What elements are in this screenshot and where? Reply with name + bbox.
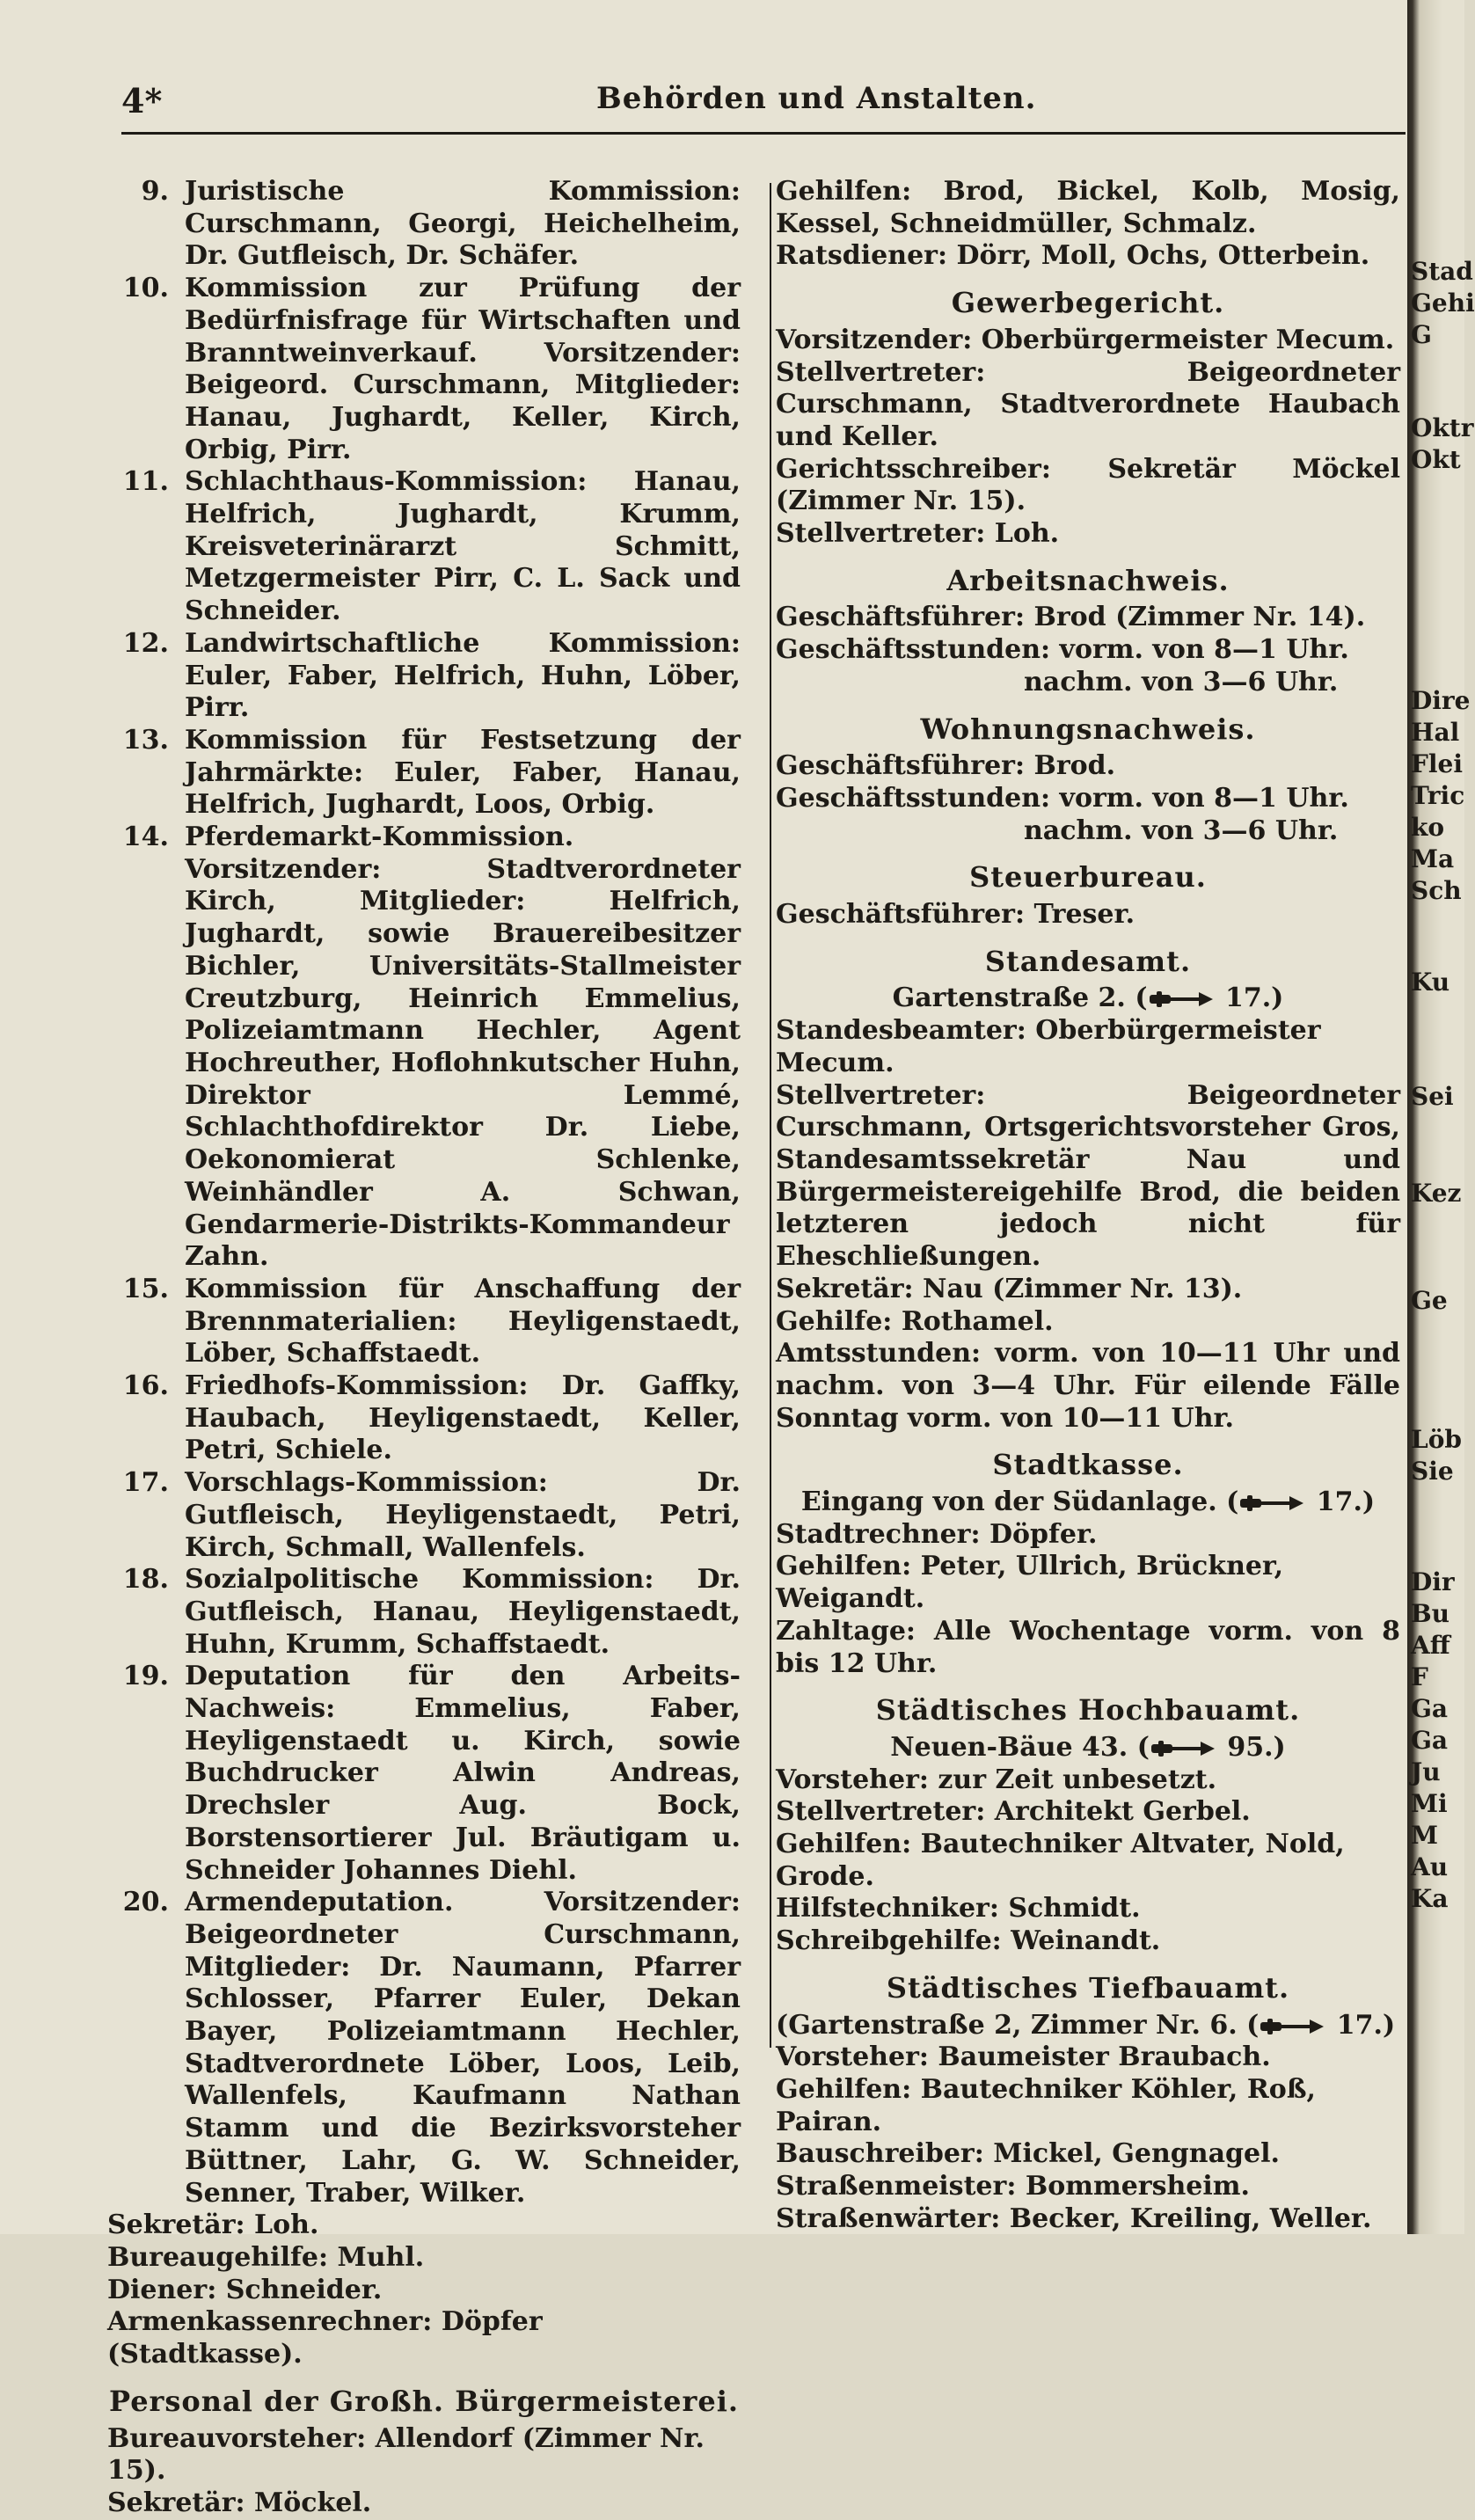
section-heading: Gewerbegericht.: [951, 286, 1225, 320]
staff-line: Diener: Schneider.: [107, 2274, 383, 2305]
telephone-icon: [1148, 988, 1216, 1011]
telephone-icon: [1150, 1737, 1218, 1760]
staff-line: Bureaugehilfe: Muhl.: [107, 2242, 425, 2273]
staff-line: Gehilfe: Rothamel.: [776, 1305, 1054, 1337]
staff-line: Armenkassenrechner: Döpfer (Stadtkasse).: [107, 2306, 543, 2370]
edge-fragment: Ka: [1411, 1884, 1449, 1913]
staff-line: Ratsdiener: Dörr, Moll, Ochs, Otterbein.: [776, 240, 1370, 272]
staff-line: Stellvertreter: Beigeordneter Curschmann, Stadtverordnete Haubach und Keller.: [776, 356, 1400, 452]
list-item: 14. Pferdemarkt-Kommission. Vorsitzender: Stadtverordneter Kirch, Mitglieder: Helfrich, Jughardt, sowie Brauereibesitzer Bichler, Universitäts-Stallmeister Creutzburg, Heinrich Emmelius, Polizeiamtmann Hechler, Agent Hochreuther, Hoflohnkutscher Huhn, Direktor Lemmé, Schlachthofdirektor Dr. Liebe, Oekonomierat Schlenke, Weinhändler A. Schwan, Gendarmerie-Distrikts-Kommandeur Zahn.: [122, 822, 741, 1273]
edge-fragment: Gehi: [1411, 289, 1475, 318]
edge-fragment: Hal: [1411, 718, 1460, 747]
edge-fragment: Ga: [1411, 1726, 1449, 1755]
hours-line: Geschäftsstunden: vorm. von 8—1 Uhr.: [776, 634, 1349, 666]
staff-line: Standesbeamter: Oberbürgermeister Mecum.: [776, 1015, 1321, 1078]
staff-line: Stellvertreter: Architekt Gerbel.: [776, 1796, 1251, 1828]
edge-fragment: Ge: [1411, 1286, 1448, 1315]
edge-fragment: Dire: [1411, 686, 1471, 715]
hours-line: nachm. von 3—6 Uhr.: [1024, 814, 1339, 846]
edge-fragment: Sei: [1411, 1082, 1454, 1111]
edge-fragment: Ga: [1411, 1694, 1449, 1723]
edge-fragment: ko: [1411, 813, 1445, 842]
edge-fragment: F: [1411, 1662, 1428, 1691]
edge-fragment: Sch: [1411, 876, 1462, 905]
staff-line: Schreibgehilfe: Weinandt.: [776, 1925, 1161, 1957]
staff-line: Amtsstunden: vorm. von 10—11 Uhr und nachm. von 3—4 Uhr. Für eilende Fälle Sonntag vorm. von 10—11 Uhr.: [776, 1338, 1400, 1434]
telephone-icon: [1238, 1492, 1307, 1515]
list-item: 9. Juristische Kommission: Curschmann, Georgi, Heichelheim, Dr. Gutfleisch, Dr. Schäfer.: [141, 176, 741, 272]
list-item: 12. Landwirtschaftliche Kommission: Euler, Faber, Helfrich, Huhn, Löber, Pirr.: [122, 627, 741, 724]
staff-line: Straßenmeister: Bommersheim.: [776, 2171, 1250, 2202]
staff-line: Sekretär: Nau (Zimmer Nr. 13).: [776, 1273, 1243, 1304]
edge-fragment: Au: [1411, 1852, 1449, 1881]
staff-line: Gehilfen: Brod, Bickel, Kolb, Mosig, Kessel, Schneidmüller, Schmalz.: [776, 176, 1400, 239]
staff-line: Bureauvorsteher: Allendorf (Zimmer Nr. 15).: [107, 2422, 705, 2487]
edge-fragment: Tric: [1411, 781, 1465, 810]
list-item: 19. Deputation für den Arbeits-Nachweis: Emmelius, Faber, Heyligenstaedt u. Kirch, sowie Buchdrucker Alwin Andreas, Drechsler Aug. Bock, Borstensortierer Jul. Bräutigam u. Schneider Johannes Diehl.: [122, 1661, 741, 1886]
staff-line: Stadtrechner: Döpfer.: [776, 1518, 1098, 1550]
staff-line: Gerichtsschreiber: Sekretär Möckel (Zimmer Nr. 15).: [776, 453, 1400, 517]
facing-page-edge: [1411, 0, 1475, 2234]
list-item: 16. Friedhofs-Kommission: Dr. Gaffky, Haubach, Heyligenstaedt, Keller, Petri, Schiele.: [122, 1370, 741, 1466]
list-item: 20. Armendeputation. Vorsitzender: Beigeordneter Curschmann, Mitglieder: Dr. Naumann, Pfarrer Schlosser, Pfarrer Euler, Dekan Bayer, Polizeiamtmann Hechler, Stadtverordnete Löber, Loos, Leib, Wallenfels, Kaufmann Nathan Stamm und die Bezirksvorsteher Büttner, Lahr, G. W. Schneider, Senner, Traber, Wilker.: [122, 1887, 741, 2209]
section-heading: Wohnungsnachweis.: [920, 712, 1256, 746]
list-item: 18. Sozialpolitische Kommission: Dr. Gutfleisch, Hanau, Heyligenstaedt, Huhn, Krumm, Schaffstaedt.: [122, 1564, 741, 1660]
staff-line: Sekretär: Möckel.: [107, 2487, 372, 2518]
staff-line: Gehilfen: Bautechniker Altvater, Nold, Grode.: [776, 1829, 1345, 1892]
edge-fragment: M: [1411, 1821, 1438, 1850]
staff-line: Bauschreiber: Mickel, Gengnagel.: [776, 2138, 1280, 2170]
edge-fragment: Mi: [1411, 1789, 1448, 1818]
address-line: Gartenstraße 2. ( 17.): [892, 982, 1284, 1014]
hours-line: nachm. von 3—6 Uhr.: [1024, 666, 1339, 698]
edge-fragment: Oktr: [1411, 413, 1474, 442]
staff-line: Stellvertreter: Beigeordneter Curschmann, Ortsgerichtsvorsteher Gros, Standesamtssekretär Nau und Bürgermeistereigehilfe Brod, die beiden letzteren jedoch nicht für Eheschließungen.: [776, 1079, 1400, 1273]
staff-line: Geschäftsführer: Brod (Zimmer Nr. 14).: [776, 602, 1366, 633]
list-item: 10. Kommission zur Prüfung der Bedürfnisfrage für Wirtschaften und Branntweinverkauf. Vorsitzender: Beigeord. Curschmann, Mitglieder: Hanau, Jughardt, Keller, Kirch, Orbig, Pirr.: [122, 273, 741, 465]
edge-fragment: Stad: [1411, 257, 1473, 286]
list-item: 13. Kommission für Festsetzung der Jahrmärkte: Euler, Faber, Hanau, Helfrich, Jughardt, Loos, Orbig.: [122, 724, 741, 821]
list-item: 11. Schlachthaus-Kommission: Hanau, Helfrich, Jughardt, Krumm, Kreisveterinärarzt Schmitt, Metzgermeister Pirr, C. L. Sack und Schneider.: [122, 466, 741, 627]
staff-line: Gehilfen: Bautechniker Köhler, Roß, Pairan.: [776, 2073, 1317, 2137]
staff-line: Straßenwärter: Becker, Kreiling, Weller.: [776, 2202, 1372, 2234]
staff-line: Geschäftsführer: Brod.: [776, 750, 1116, 782]
address-line: (Gartenstraße 2, Zimmer Nr. 6. ( 17.): [776, 2009, 1396, 2041]
section-heading: Städtisches Hochbauamt.: [875, 1693, 1301, 1727]
staff-line: Zahltage: Alle Wochentage vorm. von 8 bis 12 Uhr.: [776, 1615, 1400, 1679]
section-heading: Personal der Großh. Bürgermeisterei.: [108, 2384, 739, 2418]
address-line: Neuen-Bäue 43. ( 95.): [890, 1731, 1286, 1763]
left-column: [107, 176, 741, 2520]
section-heading: Stadtkasse.: [992, 1448, 1184, 1482]
edge-fragment: Aff: [1411, 1631, 1450, 1660]
list-item: 15. Kommission für Anschaffung der Brennmaterialien: Heyligenstaedt, Löber, Schaffstaedt.: [122, 1273, 741, 1370]
column-divider: [770, 183, 771, 2048]
page-header: [121, 81, 1397, 134]
staff-line: Vorsteher: zur Zeit unbesetzt.: [776, 1764, 1217, 1795]
edge-fragment: Bu: [1411, 1599, 1450, 1628]
edge-fragment: Dir: [1411, 1567, 1455, 1596]
list-item: 17. Vorschlags-Kommission: Dr. Gutfleisch, Heyligenstaedt, Petri, Kirch, Schmall, Wallenfels.: [122, 1467, 741, 1563]
edge-fragment: Löb: [1411, 1425, 1462, 1454]
staff-line: Geschäftsführer: Treser.: [776, 899, 1135, 931]
right-column: [776, 176, 1400, 2235]
page-number: 4*: [121, 81, 163, 121]
staff-line: Stellvertreter: Loh.: [776, 518, 1060, 550]
staff-line: Vorsitzender: Oberbürgermeister Mecum.: [776, 324, 1395, 355]
telephone-icon: [1259, 2015, 1327, 2038]
section-heading: Standesamt.: [984, 944, 1192, 978]
edge-fragment: Ma: [1411, 844, 1455, 873]
address-line: Eingang von der Südanlage. ( 17.): [800, 1486, 1376, 1518]
edge-fragment: Okt: [1411, 445, 1461, 474]
running-title: Behörden und Anstalten.: [596, 81, 1037, 116]
section-heading: Städtisches Tiefbauamt.: [886, 1970, 1290, 2005]
edge-fragment: Sie: [1411, 1457, 1454, 1486]
hours-line: Geschäftsstunden: vorm. von 8—1 Uhr.: [776, 782, 1349, 814]
header-rule: [121, 132, 1406, 135]
edge-fragment: Ku: [1411, 968, 1450, 997]
staff-line: Vorsteher: Baumeister Braubach.: [776, 2042, 1271, 2073]
section-heading: Arbeitsnachweis.: [946, 563, 1230, 597]
staff-line: Gehilfen: Peter, Ullrich, Brückner, Weigandt.: [776, 1551, 1284, 1615]
section-heading: Steuerbureau.: [969, 860, 1207, 895]
staff-line: Hilfstechniker: Schmidt.: [776, 1893, 1141, 1925]
staff-line: Sekretär: Loh.: [107, 2210, 319, 2241]
edge-fragment: Ju: [1411, 1757, 1441, 1786]
edge-fragment: Flei: [1411, 749, 1463, 778]
edge-fragment: G: [1411, 320, 1432, 349]
edge-fragment: Kez: [1411, 1179, 1462, 1208]
